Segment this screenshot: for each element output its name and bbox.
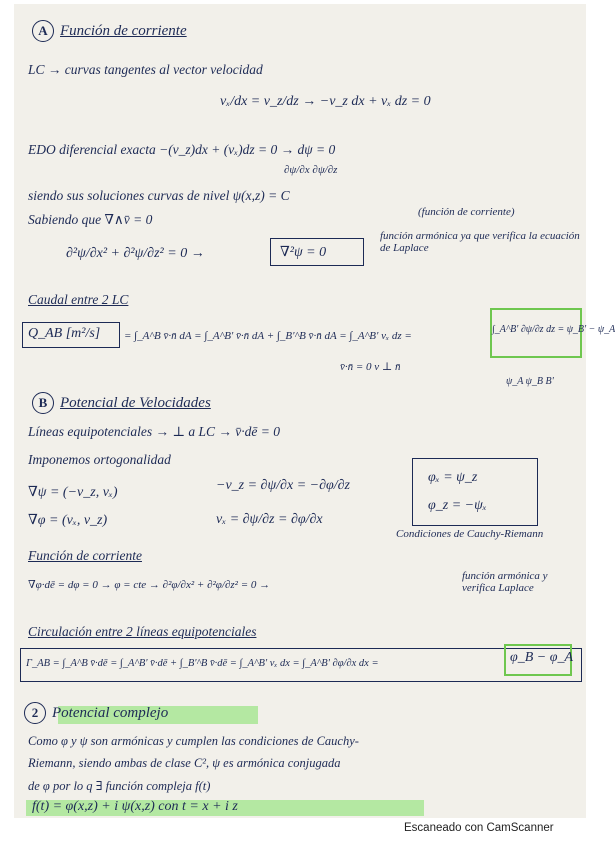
- boxed-equation: φₓ = ψ_z: [428, 470, 478, 485]
- figure-labels: ψ_A ψ_B B': [506, 376, 554, 387]
- boxed-equation: φ_B − φ_A: [510, 650, 574, 665]
- text-line: Como φ y ψ son armónicas y cumplen las condiciones de Cauchy-: [28, 734, 359, 748]
- section-2-title: Potencial complejo: [52, 705, 169, 721]
- section-a-heading: [32, 20, 187, 42]
- boxed-equation: φ_z = −ψₓ: [428, 498, 487, 513]
- text-line: siendo sus soluciones curvas de nivel ψ(x,z) = C: [28, 188, 290, 203]
- cauchy-riemann-box: [412, 458, 538, 526]
- subheading: Función de corriente: [28, 548, 142, 563]
- section-a-marker: A: [32, 20, 54, 42]
- subheading: Circulación entre 2 líneas equipotenciales: [28, 624, 257, 639]
- equation-line: vₓ/dx = v_z/dz → −v_z dx + vₓ dz = 0: [220, 94, 431, 109]
- annotation: v̄·n̄ = 0 v ⊥ n̄: [340, 361, 401, 373]
- section-2-marker: 2: [24, 702, 46, 724]
- equation-line: ∇φ = (vₓ, v_z): [28, 513, 108, 528]
- text-line: Riemann, siendo ambas de clase C², ψ es armónica conjugada: [28, 756, 341, 770]
- equation-subscript: ∂ψ/∂x ∂ψ/∂z: [284, 164, 338, 176]
- scanner-watermark: Escaneado con CamScanner: [404, 822, 554, 834]
- annotation: Condiciones de Cauchy-Riemann: [396, 528, 544, 540]
- equation-line: vₓ = ∂ψ/∂z = ∂φ/∂x: [216, 512, 323, 527]
- section-2-heading: [24, 702, 168, 724]
- section-a-title: Función de corriente: [60, 23, 187, 39]
- scanned-page: [14, 4, 615, 818]
- text-line: de φ por lo q ∃ función compleja f(t): [28, 779, 211, 793]
- text-line: Líneas equipotenciales → ⊥ a LC → v̄·dē = 0: [28, 424, 281, 439]
- section-b-title: Potencial de Velocidades: [60, 395, 211, 411]
- boxed-equation: ∇²ψ = 0: [280, 245, 327, 260]
- subheading: Caudal entre 2 LC: [28, 292, 129, 307]
- annotation: (función de corriente): [418, 206, 515, 218]
- text-line: EDO diferencial exacta −(v_z)dx + (vₓ)dz = 0 → dψ = 0: [28, 142, 336, 157]
- equation-line: = ∫_A^B v̄·n̄ dA = ∫_A^B' v̄·n̄ dA + ∫_B'^B v̄·n̄ dA = ∫_A^B' vₓ dz =: [124, 330, 412, 342]
- text-line: Imponemos ortogonalidad: [28, 452, 171, 467]
- equation-line: ∇ψ = (−v_z, vₓ): [28, 485, 118, 500]
- equation-line: ∂²ψ/∂x² + ∂²ψ/∂z² = 0 →: [66, 246, 205, 261]
- text-line: Sabiendo que ∇∧v̄ = 0: [28, 212, 153, 227]
- equation-line: ∇φ·dē = dφ = 0 → φ = cte → ∂²φ/∂x² + ∂²φ/∂z² = 0 →: [28, 579, 271, 591]
- text-line: LC → curvas tangentes al vector velocidad: [28, 62, 263, 77]
- boxed-label: Q_AB [m²/s]: [28, 326, 101, 341]
- equation-line: f(t) = φ(x,z) + i ψ(x,z) con t = x + i z: [32, 799, 238, 814]
- annotation: función armónica ya que verifica la ecuación de Laplace: [380, 230, 580, 254]
- equation-line: −v_z = ∂ψ/∂x = −∂φ/∂z: [216, 478, 351, 493]
- equation-line: Γ_AB = ∫_A^B v̄·dē = ∫_A^B' v̄·dē + ∫_B'^B v̄·dē = ∫_A^B' vₓ dx = ∫_A^B' ∂φ/∂x dx =: [26, 658, 379, 669]
- annotation: función armónica y verifica Laplace: [462, 570, 548, 594]
- section-b-marker: B: [32, 392, 54, 414]
- section-b-heading: [32, 392, 211, 414]
- boxed-equation: ∫_A^B' ∂ψ/∂z dz = ψ_B' − ψ_A: [492, 324, 615, 335]
